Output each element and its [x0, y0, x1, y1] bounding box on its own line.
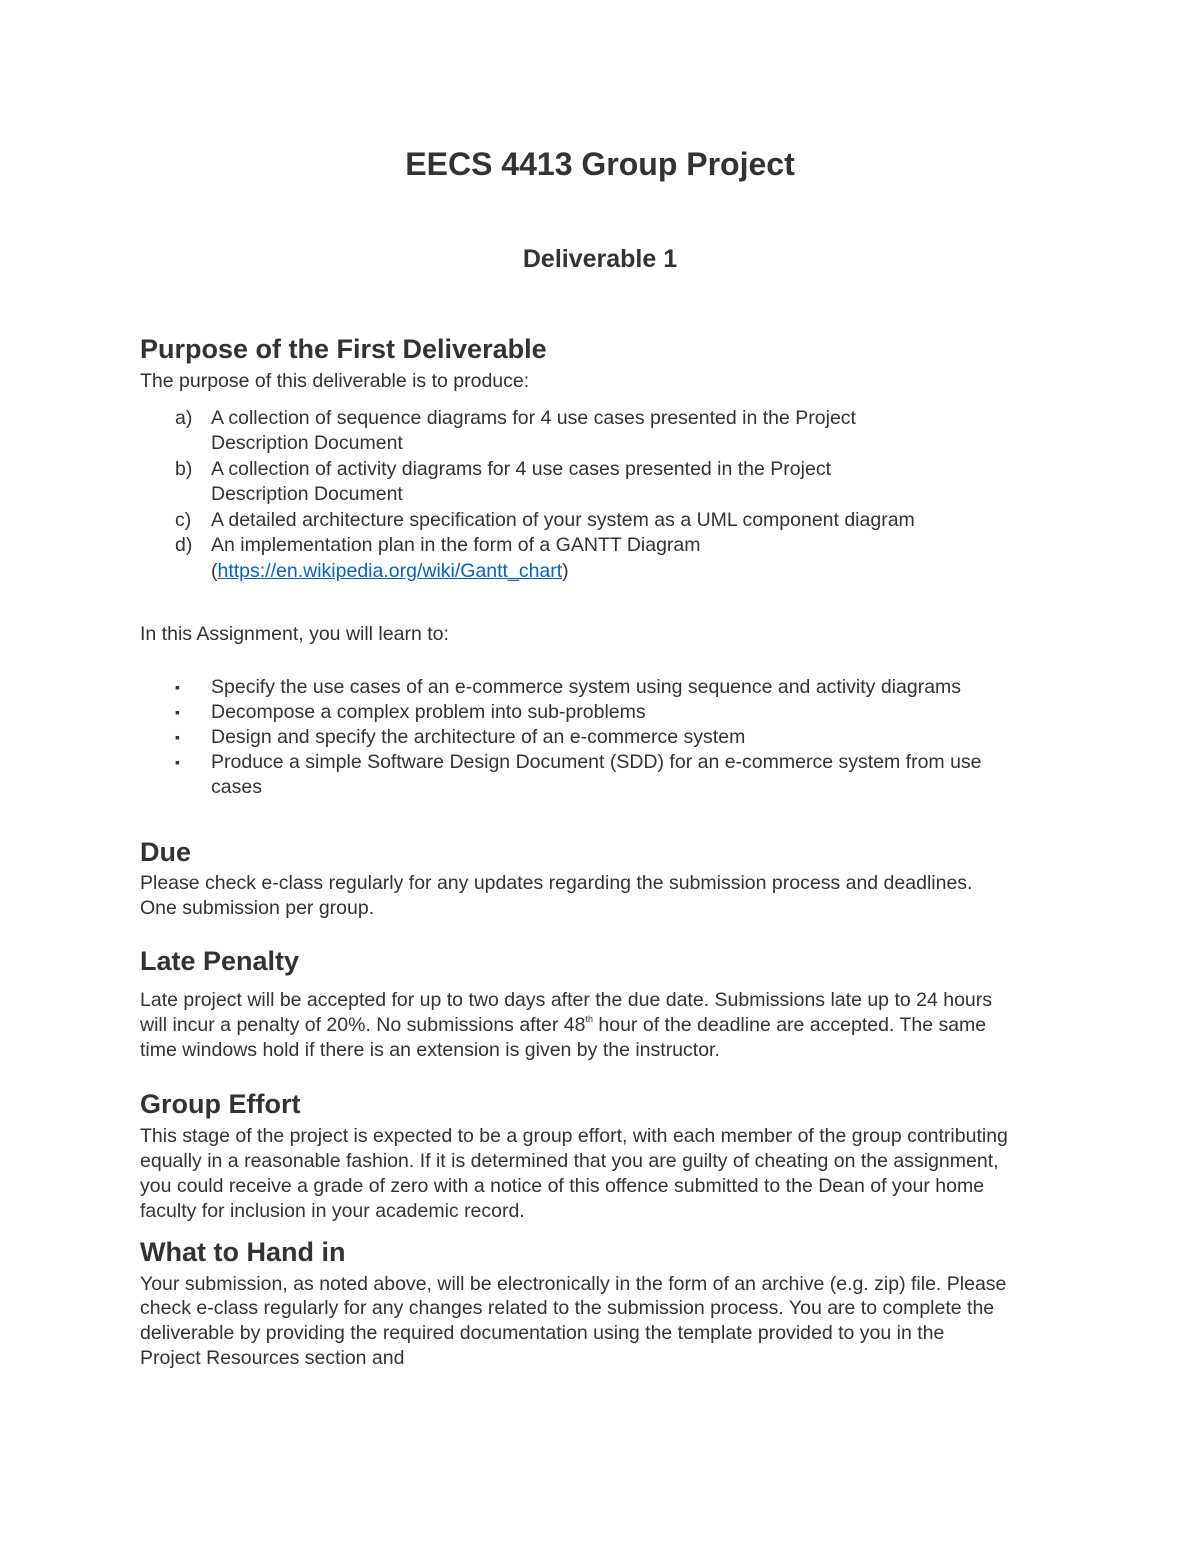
- list-marker-b: b): [175, 458, 193, 480]
- handin-line-1: Your submission, as noted above, will be electronically in the form of an archive (e.g. zip) file. Please: [140, 1273, 1007, 1295]
- purpose-heading: Purpose of the First Deliverable: [140, 334, 547, 364]
- effort-line-4: faculty for inclusion in your academic record.: [140, 1200, 525, 1222]
- purpose-item-b-line1: A collection of activity diagrams for 4 use cases presented in the Project: [211, 458, 831, 480]
- bullet-icon: ▪: [175, 679, 180, 695]
- effort-line-2: equally in a reasonable fashion. If it is determined that you are guilty of cheating on the assignment,: [140, 1150, 999, 1172]
- learn-item-2: Decompose a complex problem into sub-problems: [211, 701, 646, 723]
- effort-line-1: This stage of the project is expected to be a group effort, with each member of the group contributing: [140, 1125, 1008, 1147]
- purpose-item-a-line1: A collection of sequence diagrams for 4 use cases presented in the Project: [211, 407, 856, 429]
- learn-intro: In this Assignment, you will learn to:: [140, 623, 449, 645]
- late-line-2-start: will incur a penalty of 20%. No submissions after 48: [140, 1014, 586, 1036]
- document-subtitle: Deliverable 1: [522, 245, 678, 273]
- due-heading: Due: [140, 837, 192, 867]
- hand-in-heading: What to Hand in: [140, 1237, 346, 1267]
- purpose-intro: The purpose of this deliverable is to produce:: [140, 370, 530, 392]
- purpose-item-d-line1: An implementation plan in the form of a GANTT Diagram: [211, 534, 701, 556]
- gantt-chart-link[interactable]: https://en.wikipedia.org/wiki/Gantt_chart: [217, 560, 563, 582]
- late-line-2: [140, 1013, 986, 1038]
- late-line-2-end: hour of the deadline are accepted. The same: [592, 1014, 987, 1036]
- group-effort-heading: Group Effort: [140, 1089, 301, 1119]
- bullet-icon: ▪: [175, 704, 180, 720]
- due-line-2: One submission per group.: [140, 897, 375, 919]
- ordinal-suffix: th: [585, 1014, 593, 1024]
- list-marker-a: a): [175, 407, 193, 429]
- document-title: EECS 4413 Group Project: [405, 146, 795, 182]
- link-close-paren: ): [562, 560, 569, 582]
- purpose-item-d-line2: [211, 559, 569, 584]
- due-line-1: Please check e-class regularly for any updates regarding the submission process and deadlines.: [140, 872, 973, 894]
- list-marker-d: d): [175, 534, 193, 556]
- purpose-item-c-line1: A detailed architecture specification of your system as a UML component diagram: [211, 509, 915, 531]
- learn-item-4-line2: cases: [211, 776, 262, 798]
- late-penalty-heading: Late Penalty: [140, 946, 300, 976]
- handin-line-4: Project Resources section and: [140, 1347, 405, 1369]
- purpose-item-b-line2: Description Document: [211, 483, 403, 505]
- purpose-item-a-line2: Description Document: [211, 432, 403, 454]
- late-line-3: time windows hold if there is an extension is given by the instructor.: [140, 1039, 720, 1061]
- bullet-icon: ▪: [175, 754, 180, 770]
- effort-line-3: you could receive a grade of zero with a notice of this offence submitted to the Dean of your home: [140, 1175, 985, 1197]
- list-marker-c: c): [175, 509, 192, 531]
- learn-item-4-line1: Produce a simple Software Design Document (SDD) for an e-commerce system from use: [211, 751, 982, 773]
- link-open-paren: (: [211, 560, 218, 582]
- bullet-icon: ▪: [175, 729, 180, 745]
- learn-item-3: Design and specify the architecture of an e-commerce system: [211, 726, 746, 748]
- late-line-1: Late project will be accepted for up to two days after the due date. Submissions late up to 24 hours: [140, 989, 993, 1011]
- handin-line-2: check e-class regularly for any changes related to the submission process. You are to complete the: [140, 1297, 995, 1319]
- learn-item-1: Specify the use cases of an e-commerce system using sequence and activity diagrams: [211, 676, 962, 698]
- handin-line-3: deliverable by providing the required documentation using the template provided to you in the: [140, 1322, 945, 1344]
